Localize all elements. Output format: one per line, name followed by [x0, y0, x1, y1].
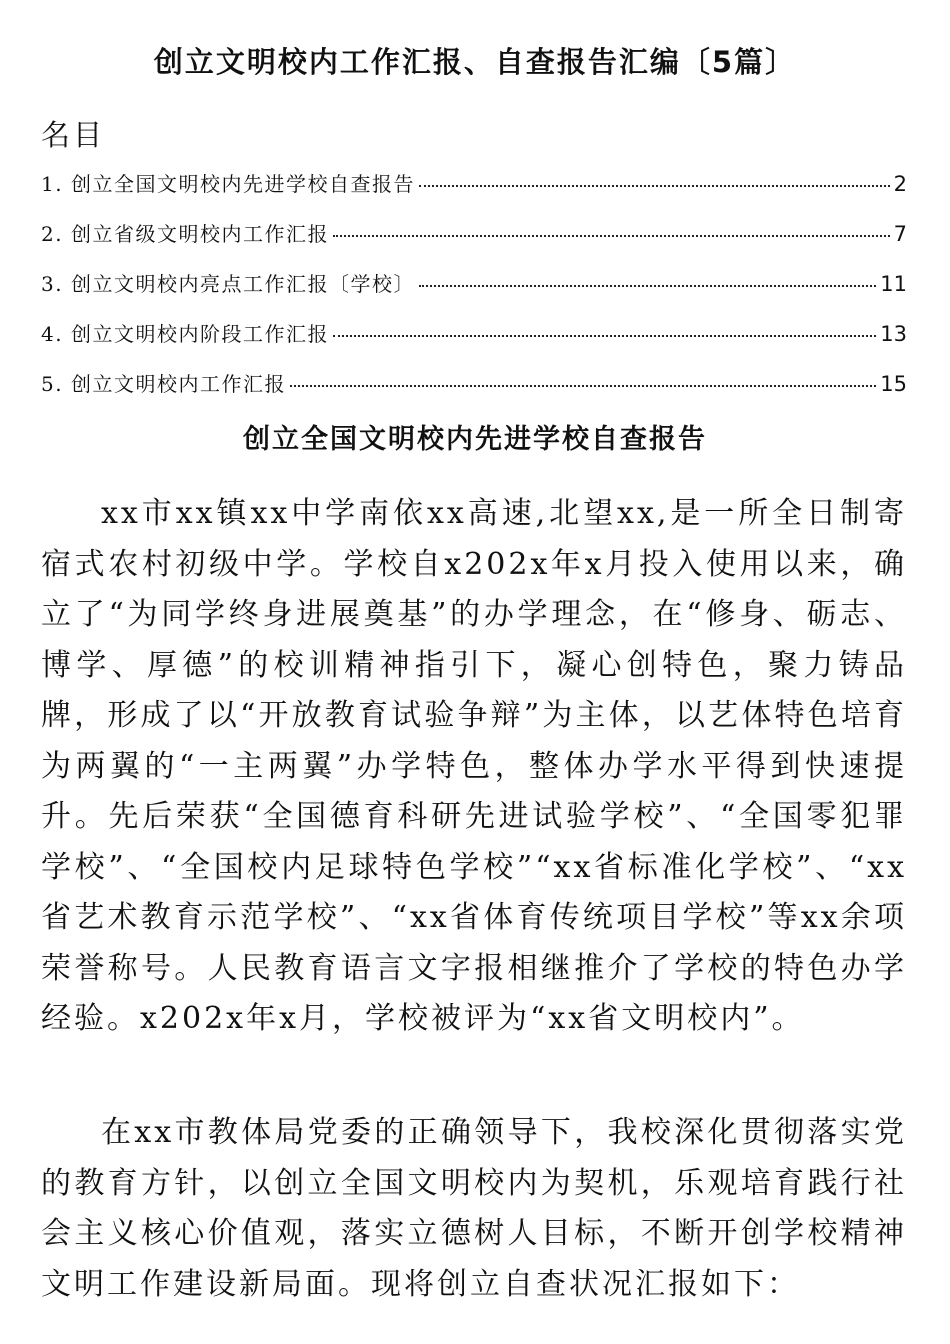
toc-entry-label: 3. 创立文明校内亮点工作汇报〔学校〕 — [41, 272, 415, 296]
toc-entry-page: 13 — [880, 322, 907, 346]
toc-leader-dots — [333, 335, 876, 337]
toc-entry-page: 2 — [893, 172, 907, 196]
toc-entry-label: 2. 创立省级文明校内工作汇报 — [41, 222, 329, 246]
toc-entry-page: 7 — [893, 222, 907, 246]
toc-entry-label: 4. 创立文明校内阶段工作汇报 — [41, 322, 329, 346]
toc-leader-dots — [333, 235, 890, 237]
table-of-contents — [41, 168, 907, 418]
toc-entry[interactable] — [41, 318, 907, 368]
toc-leader-dots — [419, 185, 890, 187]
toc-entry[interactable] — [41, 218, 907, 268]
toc-entry[interactable] — [41, 268, 907, 318]
document-title: 创立文明校内工作汇报、自查报告汇编〔5篇〕 — [153, 45, 797, 79]
toc-entry-label: 1. 创立全国文明校内先进学校自查报告 — [41, 172, 415, 196]
toc-entry-page: 11 — [880, 272, 907, 296]
toc-entry[interactable] — [41, 368, 907, 418]
body-paragraph: xx市xx镇xx中学南依xx高速,北望xx,是一所全日制寄宿式农村初级中学。学校自x202x年x月投入使用以来，确立了“为同学终身进展奠基”的办学理念，在“修身、砺志、博学、厚德”的校训精神指引下，凝心创特色，聚力铸品牌，形成了以“开放教育试验争辩”为主体，以艺体特色培育为两翼的“一主两翼”办学特色，整体办学水平得到快速提升。先后荣获“全国德育科研先进试验学校”、“全国零犯罪学校”、“全国校内足球特色学校”“xx省标准化学校”、“xx省艺术教育示范学校”、“xx省体育传统项目学校”等xx余项荣誉称号。人民教育语言文字报相继推介了学校的特色办学经验。x202x年x月，学校被评为“xx省文明校内”。 — [41, 496, 907, 1036]
toc-leader-dots — [419, 285, 876, 287]
body-paragraph: 在xx市教体局党委的正确领导下，我校深化贯彻落实党的教育方针，以创立全国文明校内为契机，乐观培育践行社会主义核心价值观，落实立德树人目标，不断开创学校精神文明工作建设新局面。现将创立自查状况汇报如下： — [41, 1115, 907, 1302]
toc-entry-page: 15 — [880, 372, 907, 396]
toc-entry[interactable] — [41, 168, 907, 218]
toc-leader-dots — [290, 385, 876, 387]
section-title: 创立全国文明校内先进学校自查报告 — [243, 424, 707, 455]
toc-entry-label: 5. 创立文明校内工作汇报 — [41, 372, 286, 396]
toc-heading: 名目 — [41, 118, 106, 152]
